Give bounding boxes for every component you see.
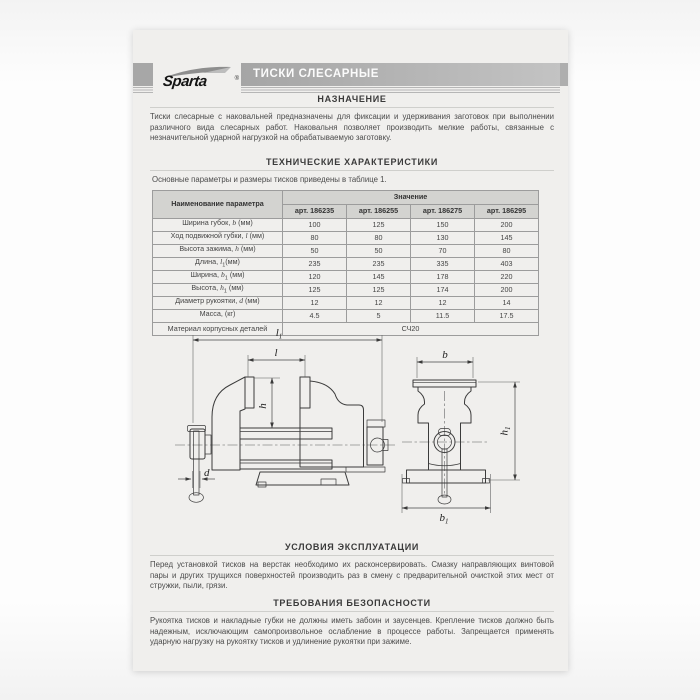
param-value: 200 xyxy=(475,283,539,296)
specs-table xyxy=(152,190,539,336)
svg-text:b: b xyxy=(442,349,448,361)
section-body-text: Тиски слесарные с наковальней предназначены для фиксации и удерживания заготовок при выполнении различного вида слесарных работ. Наковальня позволяет производить мелкие работы, связанные с незначительной ударной нагрузкой на обрабатываемую заготовку. xyxy=(150,112,554,143)
section-divider xyxy=(150,107,554,108)
section-divider xyxy=(150,611,554,612)
vise-side-view-drawing xyxy=(175,327,397,502)
svg-text:l: l xyxy=(274,347,278,359)
vise-handle xyxy=(188,426,212,503)
brand-logo xyxy=(153,63,241,96)
param-value: 17.5 xyxy=(475,309,539,322)
param-value: 125 xyxy=(283,283,347,296)
table-intro-text: Основные параметры и размеры тисков приведены в таблице 1. xyxy=(152,175,387,184)
dimension-b1 xyxy=(402,474,491,526)
param-label: Высота зажима, h (мм) xyxy=(153,244,283,257)
vise-body-side xyxy=(212,377,388,487)
document-title: ТИСКИ СЛЕСАРНЫЕ xyxy=(253,68,380,80)
column-header: арт. 186255 xyxy=(347,204,411,218)
column-header: арт. 186275 xyxy=(411,204,475,218)
table-row xyxy=(153,309,539,322)
param-label: Ширина, $b_1$ (мм) xyxy=(153,270,283,283)
column-header: арт. 186295 xyxy=(475,204,539,218)
dimension-l xyxy=(248,347,305,377)
section-safety xyxy=(150,598,554,648)
param-value: 145 xyxy=(475,231,539,244)
table-row xyxy=(153,270,539,283)
section-heading: НАЗНАЧЕНИЕ xyxy=(317,94,387,104)
param-value: 174 xyxy=(411,283,475,296)
param-value: 150 xyxy=(411,218,475,231)
param-header-cell: Наименование параметра xyxy=(153,190,283,218)
svg-text:d: d xyxy=(204,467,210,479)
table-row xyxy=(153,244,539,257)
header-left-cap xyxy=(133,63,153,86)
param-value: 70 xyxy=(411,244,475,257)
param-value: 5 xyxy=(347,309,411,322)
header-title-band xyxy=(241,63,560,86)
param-value: 4.5 xyxy=(283,309,347,322)
param-value: 235 xyxy=(347,257,411,270)
param-label: Масса, (кг) xyxy=(153,309,283,322)
svg-text:h1: $h_1$ xyxy=(498,426,512,436)
section-purpose xyxy=(150,94,554,144)
value-header-cell: Значение xyxy=(283,190,539,204)
param-value: 80 xyxy=(283,231,347,244)
param-value: 145 xyxy=(347,270,411,283)
material-value: СЧ20 xyxy=(283,322,539,335)
section-specs xyxy=(150,157,554,336)
param-value: 100 xyxy=(283,218,347,231)
table-row xyxy=(153,257,539,270)
param-value: 220 xyxy=(475,270,539,283)
param-value: 12 xyxy=(411,296,475,309)
param-value: 14 xyxy=(475,296,539,309)
section-heading: ТЕХНИЧЕСКИЕ ХАРАКТЕРИСТИКИ xyxy=(265,157,439,167)
param-value: 403 xyxy=(475,257,539,270)
dimension-d xyxy=(178,467,215,488)
vise-technical-drawing xyxy=(133,325,568,540)
param-label: Высота, $h_1$ (мм) xyxy=(153,283,283,296)
svg-text:h: h xyxy=(257,403,269,409)
registered-trademark-icon: ® xyxy=(234,76,239,82)
table-row xyxy=(153,231,539,244)
vise-front-view-drawing xyxy=(402,349,520,526)
param-value: 125 xyxy=(347,218,411,231)
svg-text:l1: $l_1$ xyxy=(275,327,283,341)
section-divider xyxy=(150,170,554,171)
brand-logo-text: Sparta xyxy=(162,73,208,90)
header-stripes xyxy=(133,87,153,94)
section-divider xyxy=(150,555,554,556)
section-heading: ТРЕБОВАНИЯ БЕЗОПАСНОСТИ xyxy=(273,598,431,608)
param-value: 200 xyxy=(475,218,539,231)
column-header: арт. 186235 xyxy=(283,204,347,218)
document-header xyxy=(133,63,568,96)
param-value: 130 xyxy=(411,231,475,244)
param-label: Ширина губок, b (мм) xyxy=(153,218,283,231)
material-label: Материал корпусных деталей xyxy=(153,322,283,335)
param-value: 80 xyxy=(347,231,411,244)
param-value: 120 xyxy=(283,270,347,283)
param-value: 235 xyxy=(283,257,347,270)
param-value: 125 xyxy=(347,283,411,296)
param-value: 50 xyxy=(283,244,347,257)
param-value: 80 xyxy=(475,244,539,257)
table-row xyxy=(153,218,539,231)
table-row xyxy=(153,283,539,296)
section-body-text: Рукоятка тисков и накладные губки не должны иметь забоин и заусенцев. Крепление тисков должно быть надежным, исключающим самопроизвольное ослабление в процессе работы. Запрещается применять ударную нагрузку на рукоятку тисков и удлинение рукоятки при зажиме. xyxy=(150,616,554,647)
param-value: 12 xyxy=(283,296,347,309)
svg-text:b1: $b_1$ xyxy=(439,512,449,526)
param-label: Ход подвижной губки, l (мм) xyxy=(153,231,283,244)
section-operation xyxy=(150,542,554,592)
table-header-row xyxy=(153,190,539,204)
param-label: Длина, $l_1(мм)$ xyxy=(153,257,283,270)
section-body-text: Перед установкой тисков на верстак необходимо их расконсервировать. Смазку направляющих винтовой пары и других трущихся поверхностей производить раз в смену с предварительной очисткой этих мест от стружки, пыли, грязи. xyxy=(150,560,554,591)
section-heading: УСЛОВИЯ ЭКСПЛУАТАЦИИ xyxy=(284,542,420,552)
header-stripes xyxy=(241,87,560,94)
param-label: Диаметр рукоятки, d (мм) xyxy=(153,296,283,309)
dimension-l1 xyxy=(193,327,382,423)
header-right-cap xyxy=(560,63,568,86)
param-value: 12 xyxy=(347,296,411,309)
param-value: 11.5 xyxy=(411,309,475,322)
param-value: 178 xyxy=(411,270,475,283)
dimension-h1 xyxy=(478,382,520,480)
document-page xyxy=(133,30,568,671)
dimension-b xyxy=(417,349,473,378)
param-value: 50 xyxy=(347,244,411,257)
table-row xyxy=(153,296,539,309)
dimension-h xyxy=(254,378,280,428)
param-value: 335 xyxy=(411,257,475,270)
